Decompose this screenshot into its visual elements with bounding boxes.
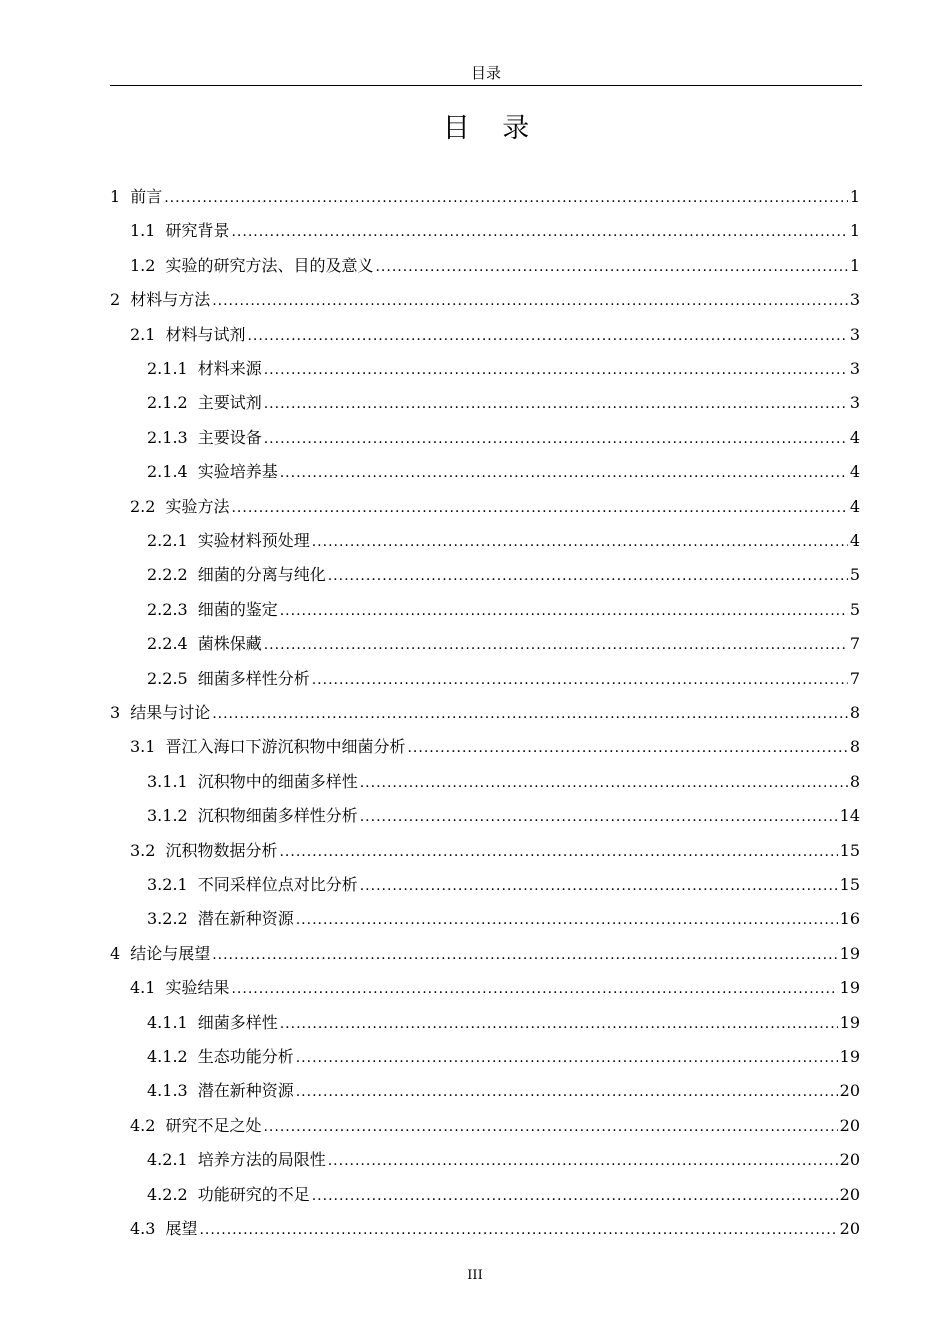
toc-entry-title: 研究不足之处 [165, 1115, 262, 1135]
toc-entry-page: 19 [839, 943, 860, 963]
running-header: 目录 [470, 64, 501, 82]
toc-entry-page: 5 [849, 565, 860, 585]
toc-entry-page: 1 [849, 187, 860, 206]
toc-dot-leader [212, 701, 848, 727]
toc-entry[interactable] [147, 425, 860, 451]
toc-entry-title: 潜在新种资源 [197, 1081, 294, 1101]
toc-entry-title: 实验的研究方法、目的及意义 [165, 255, 374, 275]
toc-entry-page: 16 [839, 909, 860, 929]
toc-entry-number: 2.2.4 [147, 634, 188, 654]
toc-entry-title: 沉积物中的细菌多样性 [197, 771, 358, 791]
toc-entry-title: 晋江入海口下游沉积物中细菌分析 [165, 737, 406, 757]
toc-entry-title: 实验方法 [165, 496, 230, 516]
toc-dot-leader [264, 632, 848, 658]
toc-dot-leader [328, 1148, 838, 1174]
toc-entry-number: 2.2.1 [147, 531, 188, 550]
toc-dot-leader [312, 529, 848, 555]
toc-dot-leader [231, 976, 837, 1002]
toc-entry-number: 4.1.3 [147, 1081, 188, 1101]
toc-entry-number: 4.3 [130, 1219, 156, 1238]
toc-dot-leader [247, 323, 847, 349]
toc-dot-leader [212, 288, 848, 314]
toc-entry-number: 2.2 [130, 496, 156, 516]
toc-entry-number: 4.2 [130, 1115, 156, 1135]
toc-entry[interactable] [130, 1216, 860, 1242]
toc-dot-leader [263, 1114, 837, 1140]
toc-entry-number: 3.1.1 [147, 771, 188, 791]
toc-entry-title: 沉积物数据分析 [165, 840, 278, 860]
toc-dot-leader [279, 839, 837, 865]
toc-entry-number: 4.2.1 [147, 1150, 188, 1170]
toc-entry[interactable] [147, 769, 860, 795]
toc-entry-page: 3 [849, 359, 860, 378]
toc-entry[interactable] [130, 1113, 860, 1139]
toc-dot-leader [199, 1217, 837, 1243]
toc-dot-leader [296, 1079, 838, 1105]
toc-entry-number: 4.2.2 [147, 1184, 188, 1204]
toc-entry[interactable] [147, 1147, 860, 1173]
toc-entry-number: 1 [110, 187, 121, 206]
toc-entry-number: 2.1.4 [147, 462, 188, 482]
toc-entry-page: 8 [849, 737, 860, 757]
toc-entry-title: 菌株保藏 [197, 634, 262, 654]
toc-dot-leader [360, 770, 848, 796]
toc-entry-page: 15 [839, 875, 860, 894]
toc-dot-leader [296, 1045, 838, 1071]
toc-entry[interactable] [147, 459, 860, 485]
toc-entry-number: 2.1.2 [147, 393, 188, 413]
toc-entry-page: 20 [839, 1184, 860, 1204]
toc-entry-page: 7 [849, 634, 860, 654]
page-number: III [467, 1268, 483, 1283]
toc-entry-title: 生态功能分析 [197, 1047, 294, 1066]
toc-entry[interactable] [147, 872, 860, 898]
toc-entry-number: 3 [110, 703, 121, 722]
toc-entry[interactable] [130, 253, 860, 279]
toc-entry-number: 3.1.2 [147, 806, 188, 826]
toc-entry[interactable] [147, 597, 860, 623]
toc-entry-number: 2.1.3 [147, 427, 188, 447]
toc-entry-title: 主要试剂 [197, 393, 262, 413]
toc-entry-page: 4 [849, 531, 860, 550]
toc-entry-number: 2.2.5 [147, 668, 188, 688]
toc-entry-page: 4 [849, 427, 860, 447]
toc-entry-page: 3 [849, 290, 860, 310]
toc-entry-page: 4 [849, 462, 860, 482]
toc-entry[interactable] [147, 666, 860, 692]
toc-entry-page: 1 [849, 221, 860, 241]
toc-entry-page: 8 [849, 771, 860, 791]
toc-entry-title: 材料来源 [197, 359, 262, 378]
toc-entry-title: 结果与讨论 [130, 703, 211, 722]
toc-dot-leader [360, 804, 838, 830]
toc-entry-number: 2.2.3 [147, 599, 188, 619]
toc-entry-title: 细菌多样性 [197, 1012, 278, 1032]
toc-entry-title: 研究背景 [165, 221, 230, 241]
toc-entry-page: 14 [839, 806, 860, 826]
toc-dot-leader [328, 563, 848, 589]
toc-entry-page: 5 [849, 599, 860, 619]
toc-dot-leader [407, 735, 847, 761]
toc-entry[interactable] [130, 734, 860, 760]
toc-entry[interactable] [130, 975, 860, 1001]
toc-entry-title: 细菌的分离与纯化 [197, 565, 326, 585]
toc-entry[interactable] [130, 322, 860, 348]
toc-entry-number: 2.2.2 [147, 565, 188, 585]
toc-entry-page: 19 [839, 978, 860, 998]
toc-entry-number: 1.2 [130, 255, 156, 275]
toc-dot-leader [312, 667, 848, 693]
toc-entry[interactable] [110, 700, 860, 726]
toc-entry-number: 3.2.2 [147, 909, 188, 929]
toc-entry[interactable] [147, 803, 860, 829]
toc-entry[interactable] [110, 184, 860, 210]
toc-entry-title: 细菌的鉴定 [197, 599, 278, 619]
toc-entry-number: 2.1 [130, 324, 156, 344]
toc-entry-number: 4.1.1 [147, 1012, 188, 1032]
toc-entry-page: 15 [839, 840, 860, 860]
toc-dot-leader [164, 185, 848, 211]
toc-entry-number: 3.2 [130, 840, 156, 860]
toc-entry-page: 19 [839, 1012, 860, 1032]
toc-dot-leader [264, 391, 848, 417]
toc-entry-number: 4.1 [130, 978, 156, 998]
toc-entry[interactable] [147, 1182, 860, 1208]
toc-dot-leader [264, 426, 848, 452]
toc-entry-title: 细菌多样性分析 [197, 668, 310, 688]
toc-entry[interactable] [147, 631, 860, 657]
toc-entry-number: 4 [110, 943, 121, 963]
toc-entry-title: 材料与方法 [130, 290, 211, 310]
toc-entry[interactable] [147, 1044, 860, 1070]
toc-dot-leader [312, 1183, 838, 1209]
toc-entry-number: 4.1.2 [147, 1047, 188, 1066]
toc-entry[interactable] [130, 838, 860, 864]
toc-entry[interactable] [147, 906, 860, 932]
toc-entry[interactable] [147, 1010, 860, 1036]
toc-entry[interactable] [130, 494, 860, 520]
toc-entry-number: 1.1 [130, 221, 156, 241]
toc-dot-leader [280, 1011, 838, 1037]
toc-entry-title: 沉积物细菌多样性分析 [197, 806, 358, 826]
toc-entry[interactable] [110, 941, 860, 967]
toc-entry-page: 7 [849, 668, 860, 688]
toc-entry-number: 2.1.1 [147, 359, 188, 378]
toc-entry-title: 结论与展望 [130, 943, 211, 963]
toc-entry-title: 功能研究的不足 [197, 1184, 310, 1204]
toc-entry-page: 20 [839, 1081, 860, 1101]
toc-entry[interactable] [110, 287, 860, 313]
toc-entry[interactable] [147, 562, 860, 588]
toc-entry-title: 潜在新种资源 [197, 909, 294, 929]
toc-dot-leader [375, 254, 847, 280]
toc-entry[interactable] [147, 356, 860, 382]
toc-dot-leader [280, 460, 848, 486]
toc-entry-title: 主要设备 [197, 427, 262, 447]
toc-dot-leader [212, 942, 837, 968]
toc-title: 目 录 [442, 113, 542, 144]
toc-entry-page: 20 [839, 1150, 860, 1170]
toc-entry-title: 培养方法的局限性 [197, 1150, 326, 1170]
toc-entry-page: 20 [839, 1115, 860, 1135]
toc-entry-title: 实验材料预处理 [197, 531, 310, 550]
header-rule [110, 85, 862, 86]
toc-dot-leader [296, 907, 838, 933]
toc-entry-number: 3.1 [130, 737, 156, 757]
toc-entry-page: 19 [839, 1047, 860, 1066]
toc-dot-leader [264, 357, 848, 383]
toc-entry-title: 材料与试剂 [165, 324, 246, 344]
toc-entry[interactable] [147, 528, 860, 554]
toc-entry-title: 实验培养基 [197, 462, 278, 482]
toc-entry[interactable] [130, 218, 860, 244]
toc-entry-number: 2 [110, 290, 121, 310]
toc-entry-page: 3 [849, 393, 860, 413]
toc-entry-page: 4 [849, 496, 860, 516]
toc-entry[interactable] [147, 390, 860, 416]
toc-entry-title: 实验结果 [165, 978, 230, 998]
toc-entry-page: 8 [849, 703, 860, 722]
toc-entry-page: 1 [849, 255, 860, 275]
toc-dot-leader [231, 495, 847, 521]
toc-entry-page: 3 [849, 324, 860, 344]
toc-entry-page: 20 [839, 1219, 860, 1238]
toc-dot-leader [280, 598, 848, 624]
toc-dot-leader [231, 219, 847, 245]
toc-entry-title: 不同采样位点对比分析 [197, 875, 358, 894]
toc-entry-title: 展望 [165, 1219, 198, 1238]
toc-entry-number: 3.2.1 [147, 875, 188, 894]
toc-dot-leader [360, 873, 838, 899]
toc-entry-title: 前言 [130, 187, 163, 206]
toc-entry[interactable] [147, 1078, 860, 1104]
